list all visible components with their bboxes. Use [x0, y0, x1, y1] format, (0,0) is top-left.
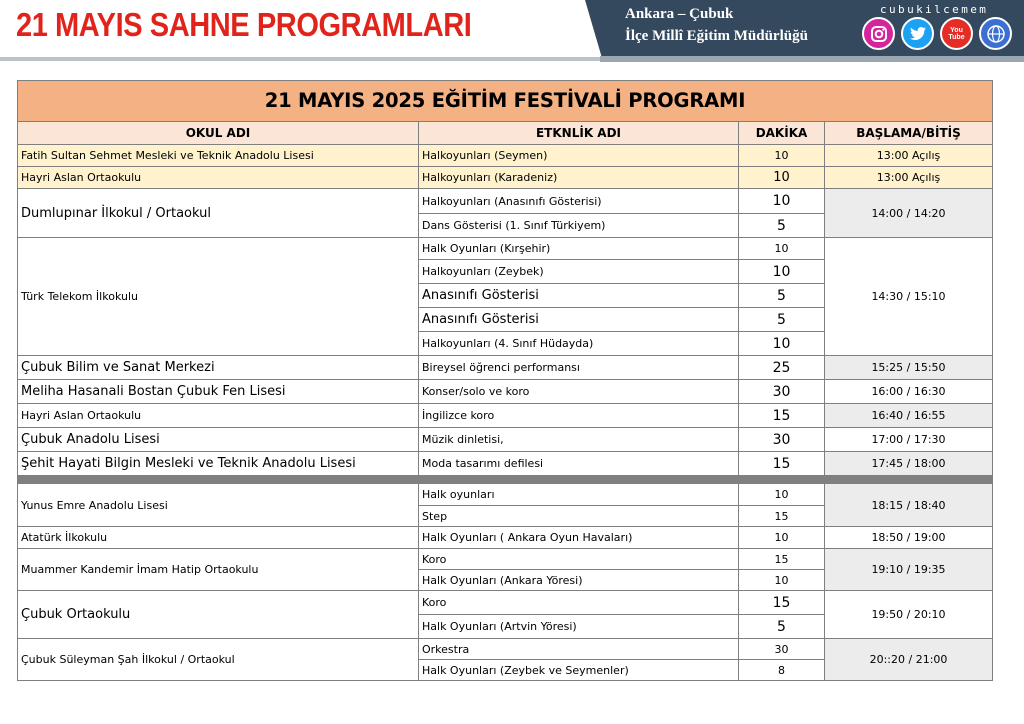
table-title: 21 MAYIS 2025 EĞİTİM FESTİVALİ PROGRAMI: [18, 81, 993, 122]
time-cell: 13:00 Açılış: [825, 167, 993, 189]
time-cell: 15:25 / 15:50: [825, 356, 993, 380]
minutes-cell: 30: [739, 639, 825, 660]
school-cell: Şehit Hayati Bilgin Mesleki ve Teknik Anadolu Lisesi: [18, 452, 419, 476]
table-row: [18, 452, 993, 476]
school-cell: Türk Telekom İlkokulu: [18, 238, 419, 356]
activity-cell: Halkoyunları (Zeybek): [419, 260, 739, 284]
social-handle: cubukilcemem: [880, 3, 989, 16]
activity-cell: Halk Oyunları (Zeybek ve Seymenler): [419, 660, 739, 681]
time-cell: 19:10 / 19:35: [825, 549, 993, 591]
youtube-icon-text: You Tube: [948, 26, 965, 41]
activity-cell: Dans Gösterisi (1. Sınıf Türkiyem): [419, 214, 739, 238]
minutes-cell: 25: [739, 356, 825, 380]
table-row: [18, 145, 993, 167]
minutes-cell: 15: [739, 549, 825, 570]
header-banner-edge: [600, 56, 1024, 62]
activity-cell: Koro: [419, 549, 739, 570]
time-cell: 13:00 Açılış: [825, 145, 993, 167]
youtube-icon[interactable]: [940, 17, 973, 50]
activity-cell: Halk Oyunları ( Ankara Oyun Havaları): [419, 527, 739, 549]
activity-cell: Konser/solo ve koro: [419, 380, 739, 404]
institution-name: İlçe Millî Eğitim Müdürlüğü: [625, 28, 808, 44]
minutes-cell: 10: [739, 332, 825, 356]
time-cell: 20::20 / 21:00: [825, 639, 993, 681]
activity-cell: Anasınıfı Gösterisi: [419, 308, 739, 332]
table-row: [18, 238, 993, 260]
minutes-cell: 10: [739, 145, 825, 167]
table-row: [18, 549, 993, 570]
table-row: [18, 428, 993, 452]
activity-cell: İngilizce koro: [419, 404, 739, 428]
minutes-cell: 10: [739, 167, 825, 189]
time-cell: 16:40 / 16:55: [825, 404, 993, 428]
column-header-time: BAŞLAMA/BİTİŞ: [825, 122, 993, 145]
table-row: [18, 527, 993, 549]
minutes-cell: 5: [739, 615, 825, 639]
time-cell: 18:50 / 19:00: [825, 527, 993, 549]
column-header-activity: ETKNLİK ADI: [419, 122, 739, 145]
activity-cell: Moda tasarımı defilesi: [419, 452, 739, 476]
activity-cell: Anasınıfı Gösterisi: [419, 284, 739, 308]
activity-cell: Halkoyunları (4. Sınıf Hüdayda): [419, 332, 739, 356]
minutes-cell: 5: [739, 284, 825, 308]
column-header-minutes: DAKİKA: [739, 122, 825, 145]
activity-cell: Koro: [419, 591, 739, 615]
table-row: [18, 484, 993, 506]
minutes-cell: 10: [739, 260, 825, 284]
table-row: [18, 404, 993, 428]
school-cell: Çubuk Bilim ve Sanat Merkezi: [18, 356, 419, 380]
table-header-row: [18, 122, 993, 145]
page-title: 21 MAYIS SAHNE PROGRAMLARI: [16, 6, 472, 43]
twitter-icon[interactable]: [901, 17, 934, 50]
instagram-icon[interactable]: [862, 17, 895, 50]
time-cell: 18:15 / 18:40: [825, 484, 993, 527]
minutes-cell: 10: [739, 189, 825, 214]
column-header-school: OKUL ADI: [18, 122, 419, 145]
table-row: [18, 639, 993, 660]
minutes-cell: 15: [739, 452, 825, 476]
table-row: [18, 189, 993, 214]
schedule-table: [17, 80, 993, 681]
minutes-cell: 10: [739, 484, 825, 506]
institution-city: Ankara – Çubuk: [625, 6, 734, 22]
school-cell: Meliha Hasanali Bostan Çubuk Fen Lisesi: [18, 380, 419, 404]
web-icon[interactable]: [979, 17, 1012, 50]
time-cell: 14:00 / 14:20: [825, 189, 993, 238]
table-row: [18, 380, 993, 404]
activity-cell: Halkoyunları (Anasınıfı Gösterisi): [419, 189, 739, 214]
school-cell: Muammer Kandemir İmam Hatip Ortaokulu: [18, 549, 419, 591]
header-divider: [0, 57, 600, 61]
table-separator: [18, 476, 993, 484]
activity-cell: Halk Oyunları (Kırşehir): [419, 238, 739, 260]
minutes-cell: 30: [739, 380, 825, 404]
school-cell: Çubuk Süleyman Şah İlkokul / Ortaokul: [18, 639, 419, 681]
activity-cell: Halkoyunları (Seymen): [419, 145, 739, 167]
school-cell: Atatürk İlkokulu: [18, 527, 419, 549]
minutes-cell: 30: [739, 428, 825, 452]
activity-cell: Halk Oyunları (Ankara Yöresi): [419, 570, 739, 591]
minutes-cell: 10: [739, 527, 825, 549]
activity-cell: Halkoyunları (Karadeniz): [419, 167, 739, 189]
school-cell: Fatih Sultan Sehmet Mesleki ve Teknik Anadolu Lisesi: [18, 145, 419, 167]
time-cell: 17:45 / 18:00: [825, 452, 993, 476]
activity-cell: Step: [419, 506, 739, 527]
minutes-cell: 5: [739, 214, 825, 238]
table-row: [18, 167, 993, 189]
table-row: [18, 591, 993, 615]
minutes-cell: 10: [739, 238, 825, 260]
activity-cell: Müzik dinletisi,: [419, 428, 739, 452]
activity-cell: Halk oyunları: [419, 484, 739, 506]
time-cell: 14:30 / 15:10: [825, 238, 993, 356]
school-cell: Dumlupınar İlkokul / Ortaokul: [18, 189, 419, 238]
time-cell: 19:50 / 20:10: [825, 591, 993, 639]
minutes-cell: 15: [739, 404, 825, 428]
table-row: [18, 356, 993, 380]
activity-cell: Halk Oyunları (Artvin Yöresi): [419, 615, 739, 639]
minutes-cell: 5: [739, 308, 825, 332]
minutes-cell: 10: [739, 570, 825, 591]
time-cell: 16:00 / 16:30: [825, 380, 993, 404]
activity-cell: Bireysel öğrenci performansı: [419, 356, 739, 380]
school-cell: Yunus Emre Anadolu Lisesi: [18, 484, 419, 527]
time-cell: 17:00 / 17:30: [825, 428, 993, 452]
school-cell: Hayri Aslan Ortaokulu: [18, 167, 419, 189]
school-cell: Hayri Aslan Ortaokulu: [18, 404, 419, 428]
minutes-cell: 15: [739, 591, 825, 615]
school-cell: Çubuk Anadolu Lisesi: [18, 428, 419, 452]
minutes-cell: 15: [739, 506, 825, 527]
minutes-cell: 8: [739, 660, 825, 681]
activity-cell: Orkestra: [419, 639, 739, 660]
school-cell: Çubuk Ortaokulu: [18, 591, 419, 639]
